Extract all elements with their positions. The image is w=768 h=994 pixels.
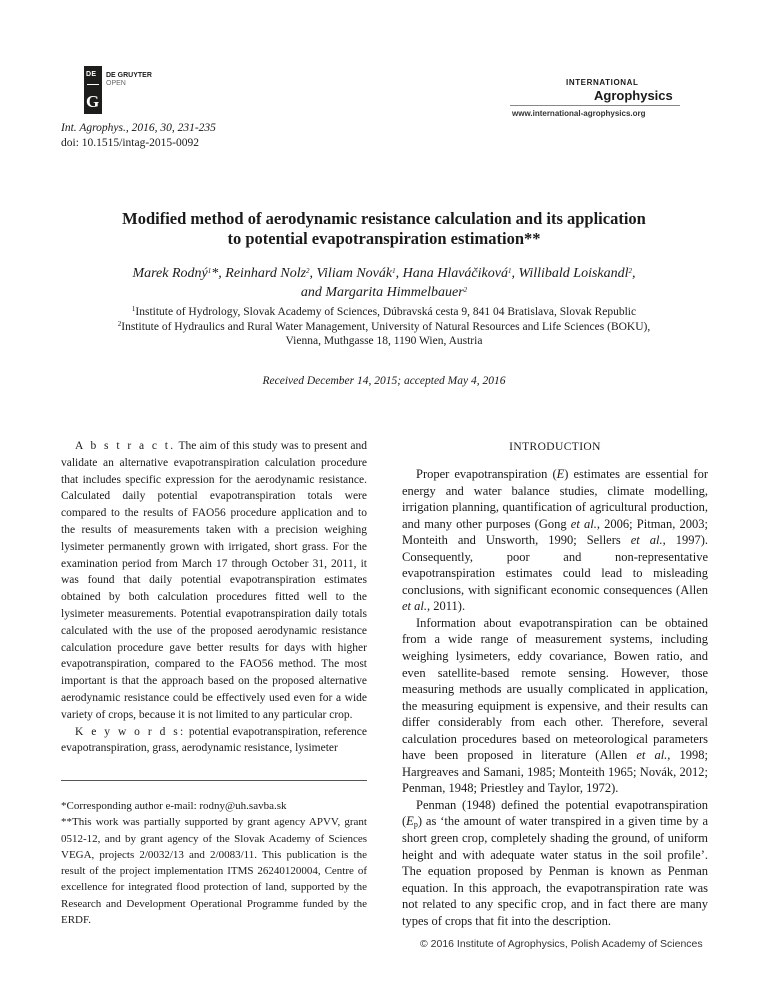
abstract-body: The aim of this study was to present and validate an alternative evapotranspiration calculation procedure that includes specific expression for the aerodynamic resistance. Calculated daily potential evapotranspiration totals were compared to the results of FAO56 procedure application and to the results of measurements taken with a precision weighing lysimeter permanently grown with irrigated, short grass. For the examination period from March 17 through October 31, 2011, it was found that daily potential evapotranspiration estimates obtained by both calculation procedures fitted well to the lysimeter measurements. Potential evapotranspiration daily totals calculated with the use of the proposed aerodynamic resistance calculation procedure gave better results for days with higher evapotranspiration, compared to the FAO56 method. The most important is that the approach based on the proposed alternative aerodynamic resistance could be effectively used even for a wide variety of crops, because it is not limited to any particular crop.	[61, 440, 367, 721]
author-line-2	[60, 283, 708, 302]
et-al: et al.	[570, 516, 597, 531]
keywords-text: potential evapotranspiration, reference evapotranspiration, grass, aerodynamic resistance, lysimeter	[61, 725, 367, 755]
journal-name: Agrophysics	[594, 88, 673, 103]
symbol-subscript: p	[413, 820, 418, 830]
funding-note: **This work was partially supported by grant agency APVV, grant 0512-12, and by grant agency of the Slovak Academy of Sciences VEGA, projects 2/0032/13 and 2/0083/11. This publication is the result of the project implementation ITMS 26240120004, Centre of excellence for integrated flood protection of land, supported by the Research and Development Operational Programme funded by the ERDF.	[61, 816, 367, 927]
et-al: et al.	[636, 748, 668, 763]
author-name: , Hana Hlaváčiková	[395, 266, 508, 281]
affiliation-text: Institute of Hydrology, Slovak Academy of Sciences, Dúbravská cesta 9, 841 04 Bratislava, Slovak Republic	[135, 306, 637, 318]
affiliation-number: 1	[131, 305, 136, 313]
doi: doi: 10.1515/intag-2015-0092	[61, 137, 199, 149]
journal-url[interactable]: www.international-agrophysics.org	[512, 109, 646, 118]
affiliation-number: 2	[117, 319, 122, 328]
intro-paragraph-1	[402, 466, 708, 615]
author-name: , Viliam Novák	[309, 266, 393, 281]
introduction-body	[402, 466, 708, 929]
author-name: , Willibald Loiskandl	[511, 266, 629, 281]
received-dates: Received December 14, 2015; accepted May 4, 2016	[262, 375, 506, 387]
paper-title	[60, 209, 708, 249]
publisher-logo	[84, 66, 102, 114]
title-line-1: Modified method of aerodynamic resistance calculation and its application	[122, 209, 646, 228]
intro-paragraph-3	[402, 797, 708, 929]
author-mark: *,	[211, 266, 226, 281]
author-sup: 2	[628, 267, 633, 275]
abstract-text	[61, 438, 367, 724]
section-heading: INTRODUCTION	[509, 441, 601, 453]
text-run: , 2006; Pitman, 2003; Monteith and Unsworth, 1990; Sellers	[402, 516, 708, 548]
text-run: Proper evapotranspiration (	[416, 467, 557, 481]
et-al: et al.	[402, 599, 427, 614]
footnotes	[61, 798, 367, 928]
affiliation-1	[60, 305, 708, 320]
abstract	[61, 438, 367, 757]
symbol: E	[556, 467, 565, 481]
publisher-sub: OPEN	[106, 80, 126, 87]
copyright: © 2016 Institute of Agrophysics, Polish Academy of Sciences	[420, 938, 703, 950]
affiliation-text: Institute of Hydraulics and Rural Water Management, University of Natural Resources and Life Sciences (BOKU),	[121, 320, 651, 333]
abstract-label: A b s t r a c t.	[75, 440, 176, 452]
publisher-name-block	[106, 72, 152, 88]
footnote-rule	[61, 780, 367, 781]
logo-letters: DE	[86, 71, 97, 78]
title-line-2: to potential evapotranspiration estimation**	[227, 229, 541, 248]
text-run: , 2011).	[427, 599, 466, 614]
journal-rule	[510, 105, 680, 106]
text-run: Information about evapotranspiration can be obtained from a wide range of measurement systems, including weighing lysimeters, eddy covariance, Bowen ratio, and even satellite-based remote sensing. However, those measuring methods are usually complicated in application, the measuring equipment is expensive, and their results can differ considerably from each other. Therefore, several calculation procedures based on meteorological parameters have been proposed in literature (Allen	[402, 615, 708, 763]
author-list	[60, 264, 708, 302]
text-run: , 1997). Consequently, poor and non-representative evapotranspiration estimates could lead to misleading conclusions, with significant economic consequences (Allen	[402, 533, 708, 597]
logo-divider	[87, 84, 99, 85]
author-sup: 1	[207, 267, 212, 275]
intro-paragraph-2	[402, 615, 708, 797]
author-sup: 1	[392, 267, 396, 275]
author-sup: 2	[306, 267, 310, 275]
text-run: , 1998; Hargreaves and Samani, 1985; Monteith 1965; Novák, 2012; Penman, 1948; Priestley and Taylor, 1972).	[402, 748, 708, 796]
affiliation-2	[60, 320, 708, 335]
text-run: Penman (1948) defined the potential evapotranspiration (	[402, 797, 708, 829]
author-comma: ,	[632, 266, 636, 281]
text-run: ) as ‘the amount of water transpired in a given time by a short green crop, completely shading the ground, of uniform height and with adequate water status in the soil profile’. The equation proposed by Penman is known as Penman equation. In this approach, the evapotranspiration rate was not related to any specific crop, and in fact there are many types of crops that fit into the description.	[402, 814, 708, 928]
text-run: ) estimates are essential for energy and water balance studies, climate modelling, irrigation planning, quantification of agricultural production, and many other purposes (Gong	[402, 467, 708, 531]
symbol: E	[406, 814, 414, 829]
affiliation-2-cont: Vienna, Muthgasse 18, 1190 Wien, Austria	[285, 335, 483, 347]
citation: Int. Agrophys., 2016, 30, 231-235	[61, 122, 216, 134]
keywords	[61, 724, 367, 758]
logo-g: G	[86, 92, 100, 111]
author-name: and Margarita Himmelbauer	[300, 285, 464, 300]
journal-international: INTERNATIONAL	[566, 78, 639, 87]
author-name: Marek Rodný	[132, 266, 208, 281]
affiliations	[60, 305, 708, 349]
publisher-name: DE GRUYTER	[106, 72, 152, 79]
et-al: et al.	[630, 533, 663, 548]
author-line-1	[60, 264, 708, 283]
keywords-label: K e y w o r d s:	[75, 725, 186, 738]
corresponding-author: *Corresponding author e-mail: rodny@uh.savba.sk	[61, 800, 287, 812]
author-sup: 1	[507, 267, 512, 275]
author-sup: 2	[463, 286, 468, 294]
author-name: Reinhard Nolz	[225, 266, 307, 281]
